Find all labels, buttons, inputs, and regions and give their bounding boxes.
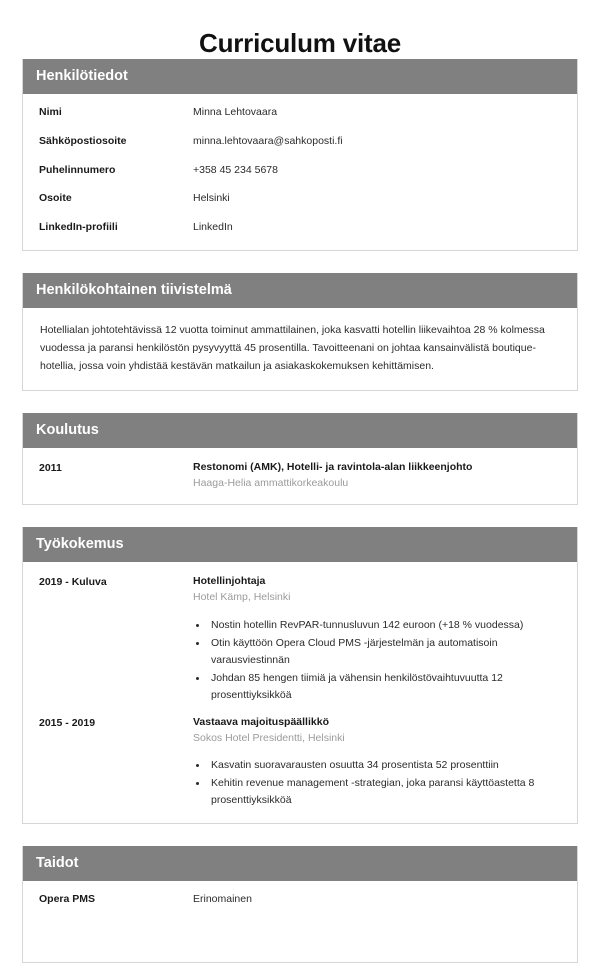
- achievement-item: • Kasvatin suoravarausten osuutta 34 prosentista 52 prosenttiin: [208, 757, 561, 774]
- education-details: [193, 460, 561, 491]
- skill-name: Opera PMS: [39, 893, 96, 906]
- experience-achievements: [193, 757, 561, 809]
- education-institution: Haaga-Helia ammattikorkeakoulu: [193, 476, 349, 489]
- detail-label: LinkedIn-profiili: [39, 220, 118, 233]
- experience-entry: [39, 715, 561, 810]
- detail-label: Osoite: [39, 192, 72, 205]
- experience-date: 2015 - 2019: [39, 716, 96, 729]
- detail-value: Helsinki: [193, 192, 230, 205]
- experience-details: [193, 715, 561, 810]
- section-heading-education: Koulutus: [23, 413, 577, 448]
- section-heading-skills: Taidot: [23, 846, 577, 881]
- detail-label: Nimi: [39, 106, 62, 119]
- achievement-item: • Otin käyttöön Opera Cloud PMS -järjestelmän ja automatisoin varausviestinnän: [208, 635, 561, 669]
- detail-row: [39, 221, 561, 235]
- section-heading-experience: Työkokemus: [23, 527, 577, 562]
- detail-value: minna.lehtovaara@sahkoposti.fi: [193, 134, 343, 147]
- experience-employer: Hotel Kämp, Helsinki: [193, 591, 291, 604]
- personal-details-body: [23, 94, 577, 249]
- detail-row: [39, 164, 561, 178]
- detail-row: [39, 192, 561, 206]
- skill-level: Erinomainen: [193, 893, 252, 906]
- experience-job-title: Vastaava majoituspäällikkö: [193, 715, 329, 728]
- section-heading-summary: Henkilökohtainen tiivistelmä: [23, 273, 577, 308]
- experience-achievements: [193, 617, 561, 704]
- education-body: [23, 448, 577, 504]
- education-date: 2011: [39, 461, 62, 474]
- section-skills: [22, 846, 578, 963]
- section-education: [22, 413, 578, 506]
- section-experience: [22, 527, 578, 824]
- detail-label: Sähköpostiosoite: [39, 134, 127, 147]
- experience-job-title: Hotellinjohtaja: [193, 575, 266, 588]
- detail-row: [39, 135, 561, 149]
- detail-label: Puhelinnumero: [39, 163, 116, 176]
- experience-body: [23, 562, 577, 823]
- skill-row: [39, 893, 561, 907]
- experience-details: [193, 574, 561, 704]
- detail-value: +358 45 234 5678: [193, 163, 278, 176]
- detail-value: Minna Lehtovaara: [193, 106, 278, 119]
- linkedin-link[interactable]: LinkedIn: [193, 220, 233, 233]
- summary-text: Hotellialan johtotehtävissä 12 vuotta toiminut ammattilainen, joka kasvatti hotellin liikevaihtoa 28 % kolmessa vuodessa ja paransi henkilöstön pysyvyyttä 45 prosentilla. Tavoitteenani on johtaa kansainvälistä boutique-hotellia, jossa voin yhdistää kestävän matkailun ja asiakaskokemuksen kehittämisen.: [40, 323, 545, 372]
- skills-body: [23, 881, 577, 962]
- experience-employer: Sokos Hotel Presidentti, Helsinki: [193, 731, 345, 744]
- achievement-item: • Johdan 85 hengen tiimiä ja vähensin henkilöstövaihtuvuutta 12 prosenttiyksikköä: [208, 670, 561, 704]
- section-heading-personal-details: Henkilötiedot: [23, 59, 577, 94]
- detail-row: [39, 106, 561, 120]
- achievement-item: • Nostin hotellin RevPAR-tunnusluvun 142 euroon (+18 % vuodessa): [208, 617, 561, 634]
- education-degree: Restonomi (AMK), Hotelli- ja ravintola-alan liikkeenjohto: [193, 460, 473, 473]
- section-personal-details: [22, 59, 578, 250]
- experience-entry: [39, 574, 561, 704]
- page-title: Curriculum vitae: [199, 28, 401, 58]
- summary-body: [23, 308, 577, 390]
- achievement-item: • Kehitin revenue management -strategian, joka paransi käyttöastetta 8 prosenttiyksikköä: [208, 775, 561, 809]
- education-entry: [39, 460, 561, 491]
- section-summary: [22, 273, 578, 391]
- experience-date: 2019 - Kuluva: [39, 576, 107, 589]
